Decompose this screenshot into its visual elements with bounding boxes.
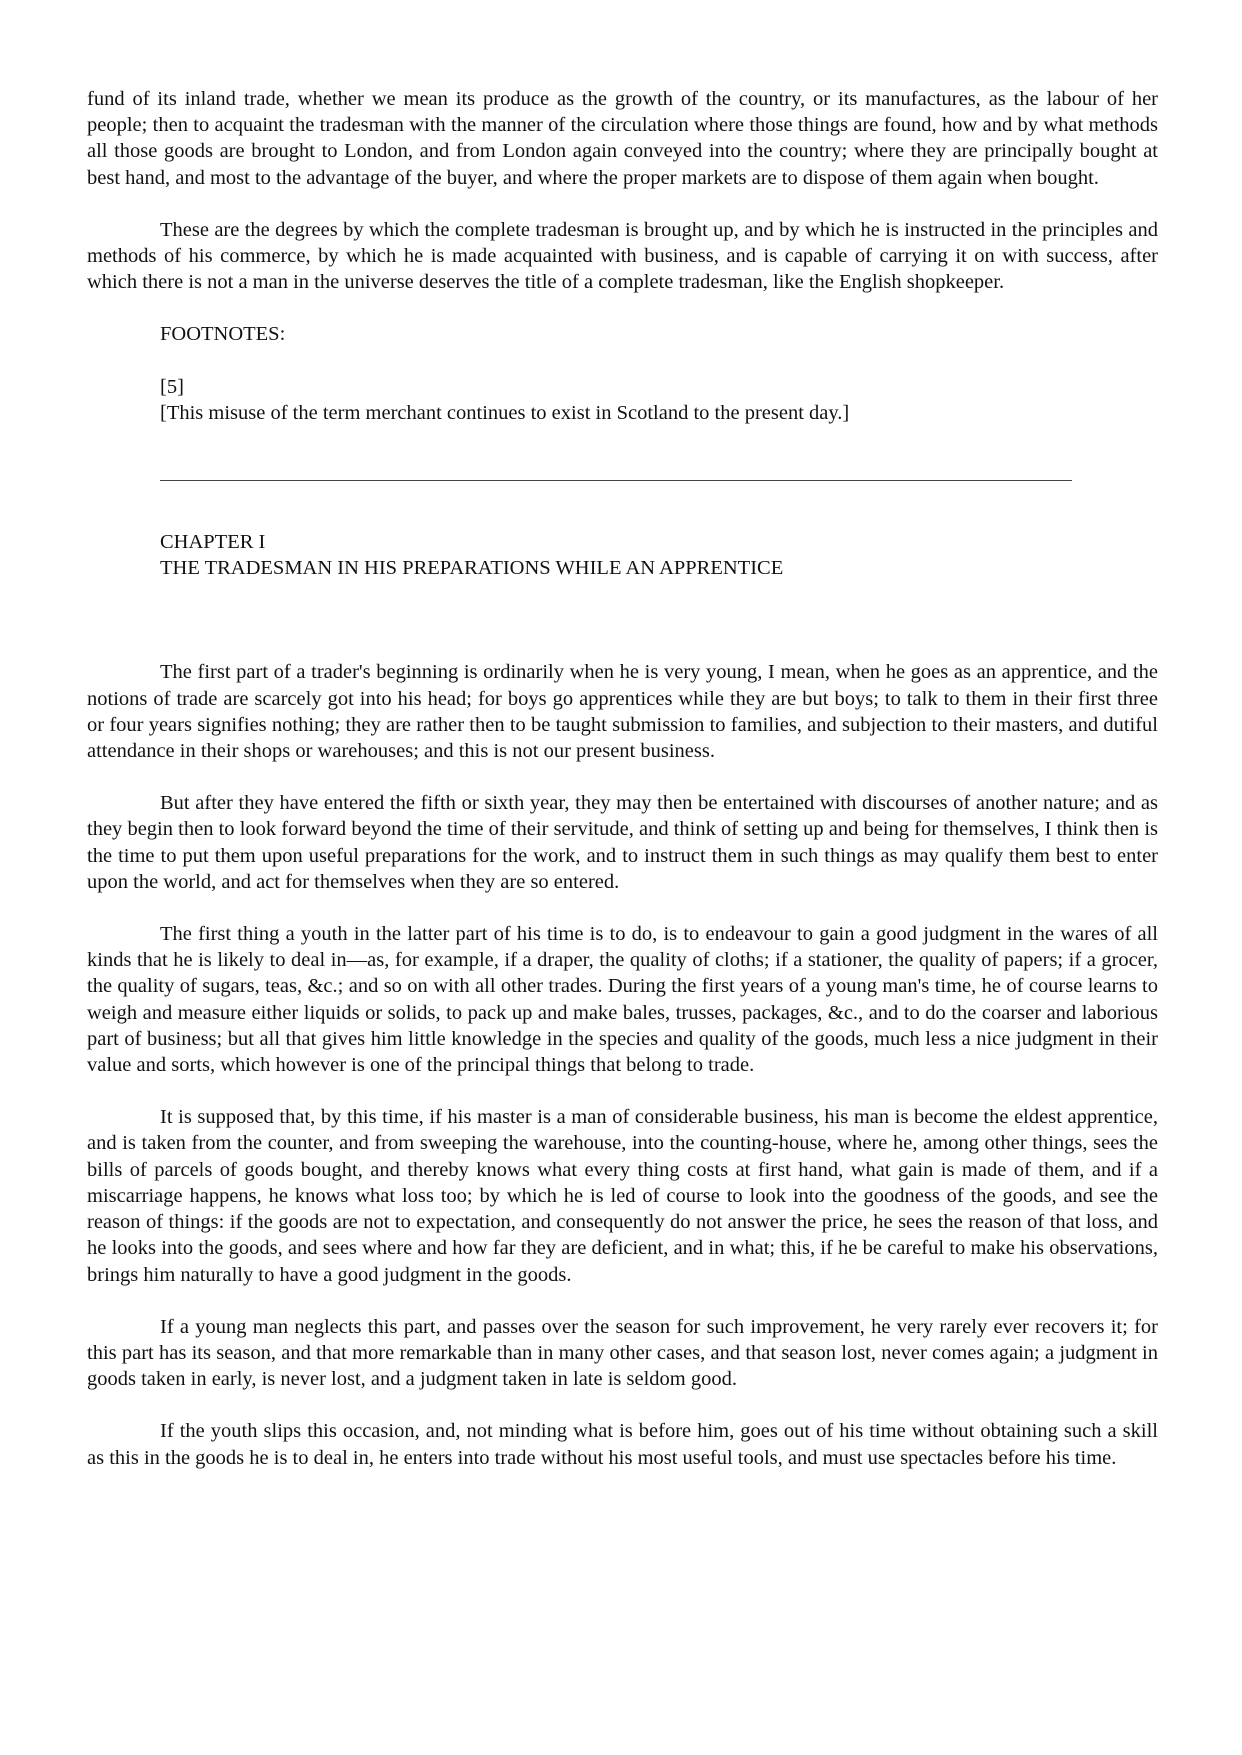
chapter-title: THE TRADESMAN IN HIS PREPARATIONS WHILE AN APPRENTICE (160, 557, 784, 580)
chapter-heading (87, 529, 1158, 581)
footnote-5 (87, 374, 1158, 426)
footnote-text: [This misuse of the term merchant continues to exist in Scotland to the present day.] (160, 401, 850, 424)
chapter-paragraph: But after they have entered the fifth or sixth year, they may then be entertained with discourses of another nature; and as they begin then to look forward beyond the time of their servitude, and think of setting up and being for themselves, I think then is the time to put them upon useful preparations for the work, and to instruct them in such things as may qualify them best to enter upon the world, and act for themselves when they are so entered. (87, 792, 1158, 893)
intro-conclusion-paragraph: These are the degrees by which the complete tradesman is brought up, and by which he is instructed in the principles and methods of his commerce, by which he is made acquainted with business, and is capable of carrying it on with success, after which there is not a man in the universe deserves the title of a complete tradesman, like the English shopkeeper. (87, 218, 1158, 294)
chapter-paragraph: The first part of a trader's beginning is ordinarily when he is very young, I mean, when he goes as an apprentice, and the notions of trade are scarcely got into his head; for boys go apprentices while they are but boys; to talk to them in their first three or four years signifies nothing; they are rather then to be taught submission to families, and subjection to their masters, and dutiful attendance in their shops or warehouses; and this is not our present business. (87, 661, 1158, 763)
footnote-marker[interactable]: [5] (160, 375, 184, 398)
chapter-paragraph: It is supposed that, by this time, if his master is a man of considerable business, his man is become the eldest apprentice, and is taken from the counter, and from sweeping the warehouse, into the counting-house, where he, among other things, sees the bills of parcels of goods bought, and thereby knows what every thing costs at first hand, what gain is made of them, and if a miscarriage happens, he knows what loss too; by which he is led of course to look into the goodness of the goods, and see the reason of things: if the goods are not to expectation, and consequently do not answer the price, he sees the reason of that loss, and he looks into the goods, and sees where and how far they are deficient, and in what; this, if he be careful to make his observations, brings him naturally to have a good judgment in the goods. (87, 1106, 1158, 1286)
chapter-paragraph: If a young man neglects this part, and passes over the season for such improvement, he very rarely ever recovers it; for this part has its season, and that more remarkable than in many other cases, and that season lost, never comes again; a judgment in goods taken in early, is never lost, and a judgment taken in late is seldom good. (87, 1315, 1158, 1391)
document-page (87, 86, 1158, 1471)
section-divider (160, 480, 1072, 481)
chapter-number: CHAPTER I (160, 531, 266, 554)
footnotes-heading: FOOTNOTES: (160, 323, 286, 346)
chapter-paragraph: The first thing a youth in the latter part of his time is to do, is to endeavour to gain a good judgment in the wares of all kinds that he is likely to deal in—as, for example, if a draper, the quality of cloths; if a stationer, the quality of papers; if a grocer, the quality of sugars, teas, &c.; and so on with all other trades. During the first years of a young man's time, he of course learns to weigh and measure either liquids or solids, to pack up and make bales, trusses, packages, &c., and to do the coarser and laborious part of business; but all that gives him little knowledge in the species and quality of the goods, much less a nice judgment in their value and sorts, which however is one of the principal things that belong to trade. (87, 923, 1158, 1077)
chapter-paragraph: If the youth slips this occasion, and, not minding what is before him, goes out of his time without obtaining such a skill as this in the goods he is to deal in, he enters into trade without his most useful tools, and must use spectacles before his time. (87, 1420, 1158, 1469)
intro-continuation-paragraph: fund of its inland trade, whether we mean its produce as the growth of the country, or its manufactures, as the labour of her people; then to acquaint the tradesman with the manner of the circulation where those things are found, how and by what methods all those goods are brought to London, and from London again conveyed into the country; where they are principally bought at best hand, and most to the advantage of the buyer, and where the proper markets are to dispose of them again when bought. (87, 88, 1158, 189)
